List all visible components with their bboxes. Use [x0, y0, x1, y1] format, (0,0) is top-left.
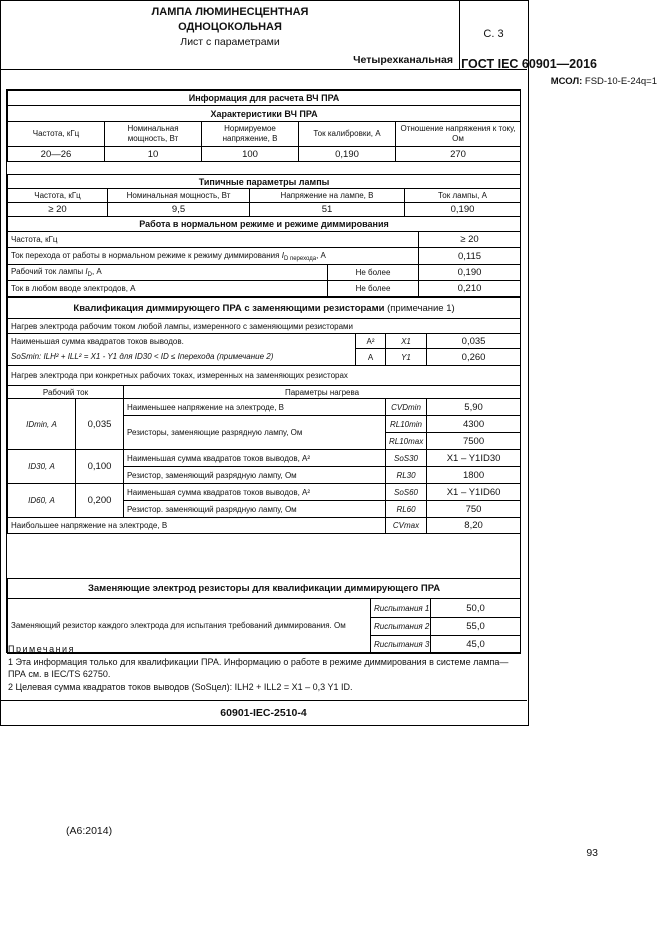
param-symbol: CVmax — [386, 518, 427, 534]
param-symbol: RL60 — [386, 501, 427, 518]
condition: Не более — [328, 281, 419, 297]
param-symbol: RL10max — [386, 433, 427, 450]
param-label: Резистор. заменяющий разрядную лампу, Ом — [124, 501, 386, 518]
param-value: 5,90 — [427, 399, 521, 416]
current-value: 0,035 — [76, 399, 124, 450]
param-symbol: CVDmin — [386, 399, 427, 416]
cell-value: 20—26 — [8, 147, 105, 162]
param-value: 750 — [427, 501, 521, 518]
row-label-text: Ток перехода от работы в нормальном режиме к режиму диммирования — [11, 250, 280, 260]
param-symbol: RL10min — [386, 416, 427, 433]
sheet-page: С. 3 — [483, 28, 504, 40]
operation-title: Работа в нормальном режиме и режиме диммирования — [8, 217, 521, 232]
current-label: ID30, А — [8, 450, 76, 484]
cell-value: ≥ 20 — [419, 232, 521, 248]
cell-value: 0,260 — [427, 349, 521, 366]
heat-row-2: Нагрев электрода при конкретных рабочих токах, измеренных на заменяющих резисторах — [8, 366, 521, 386]
parameters-table — [6, 89, 521, 653]
hf-ballast-subtitle: Характеристики ВЧ ПРА — [8, 106, 521, 122]
param-value: 4300 — [427, 416, 521, 433]
param-symbol: Rиспытания 3 — [371, 636, 431, 654]
sheet-title-block — [0, 0, 460, 69]
col-header: Ток лампы, А — [405, 189, 521, 203]
param-value: 50,0 — [431, 599, 521, 618]
unit: А² — [356, 334, 386, 349]
symbol: I — [85, 267, 88, 276]
note-2: 2 Целевая сумма квадратов токов выводов (SoSцел): ILH2 + ILL2 = X1 – 0,3 Y1 ID. — [8, 681, 353, 692]
title-line-1: ЛАМПА ЛЮМИНЕСЦЕНТНАЯ — [151, 6, 309, 18]
hf-ballast-table — [7, 90, 521, 162]
msol-value: FSD-10-E-24q=1 — [584, 76, 657, 87]
test-resistors-label: Заменяющий резистор каждого электрода для испытания требований диммирования. Ом — [8, 599, 371, 654]
row-label — [8, 248, 419, 265]
param-value: 7500 — [427, 433, 521, 450]
cell-value: 10 — [105, 147, 202, 162]
cell-value: 100 — [202, 147, 299, 162]
current-value: 0,200 — [76, 484, 124, 518]
col-header: Частота, кГц — [8, 122, 105, 147]
heat-row-1: Нагрев электрода рабочим током любой лампы, измеренного с заменяющими резисторами — [8, 319, 521, 334]
sheet-code: 60901-IEC-2510-4 — [220, 707, 307, 719]
msol-code — [551, 76, 657, 87]
notes-heading: Примечания — [8, 644, 75, 654]
col-header: Отношение напряжения к току, Ом — [396, 122, 521, 147]
sheet-header — [0, 0, 527, 70]
symbol-y1: Y1 — [401, 352, 411, 362]
unit: , А — [91, 267, 102, 276]
row-label: Частота, кГц — [8, 232, 419, 248]
cell-value: 9,5 — [108, 203, 250, 217]
col-header: Ток калибровки, А — [299, 122, 396, 147]
sos-formula: SoSmin: ILH² + ILL² = X1 - Y1 для ID30 < ID ≤ Iперехода (примечание 2) — [8, 349, 356, 366]
cell-value: ≥ 20 — [8, 203, 108, 217]
cell-value: 0,190 — [419, 265, 521, 281]
cell-value: 0,210 — [419, 281, 521, 297]
cell-value: 0,190 — [405, 203, 521, 217]
param-label: Резистор, заменяющий разрядную лампу, Ом — [124, 467, 386, 484]
note-1: 1 Эта информация только для квалификации ПРА. Информацию о работе в режиме диммирования в системе лампа—ПРА см. в IEC/TS 62750. — [8, 656, 509, 679]
col-header: Номинальная мощность, Вт — [108, 189, 250, 203]
col-header: Номинальная мощность, Вт — [105, 122, 202, 147]
note-ref: (примечание 1) — [387, 302, 455, 314]
col-header: Напряжение на лампе, В — [250, 189, 405, 203]
symbol-sub: D перехода — [283, 255, 317, 262]
page-number: 93 — [586, 847, 598, 859]
sos-label: Наименьшая сумма квадратов токов выводов. — [8, 334, 356, 349]
cell-value: 0,115 — [419, 248, 521, 265]
cell-value: 0,190 — [299, 147, 396, 162]
current-label: ID60, А — [8, 484, 76, 518]
row-label-text: Рабочий ток лампы — [11, 267, 84, 276]
lamp-params-title: Типичные параметры лампы — [8, 175, 521, 189]
symbol — [386, 334, 427, 349]
param-label: Наименьшее напряжение на электроде, В — [124, 399, 386, 416]
param-symbol: SoS60 — [386, 484, 427, 501]
param-value: 55,0 — [431, 618, 521, 636]
hf-ballast-title: Информация для расчета ВЧ ПРА — [8, 91, 521, 106]
symbol-sub: D — [87, 272, 92, 278]
msol-label: МСОЛ: — [550, 76, 583, 87]
symbol: I — [281, 250, 284, 260]
param-label: Наименьшая сумма квадратов токов выводов, А² — [124, 450, 386, 467]
param-label: Резисторы, заменяющие разрядную лампу, Ом — [124, 416, 386, 450]
param-symbol: Rиспытания 1 — [371, 599, 431, 618]
standard-number: ГОСТ IEC 60901—2016 — [461, 57, 597, 71]
current-value: 0,100 — [76, 450, 124, 484]
row-label: Ток в любом вводе электродов, А — [8, 281, 328, 297]
notes — [8, 643, 523, 693]
lamp-params-table — [7, 174, 521, 217]
max-voltage-label: Наибольшее напряжение на электроде, В — [8, 518, 386, 534]
title-line-2: ОДНОЦОКОЛЬНАЯ — [178, 21, 282, 33]
dimming-qual-table — [7, 297, 521, 534]
dimming-qual-title-text: Квалификация диммирующего ПРА с заменяющими резисторами — [73, 302, 385, 314]
param-value: 1800 — [427, 467, 521, 484]
unit: А — [356, 349, 386, 366]
current-label: IDmin, А — [8, 399, 76, 450]
test-resistors-title: Заменяющие электрод резисторы для квалификации диммирующего ПРА — [8, 579, 521, 599]
symbol-x1: X1 — [401, 336, 411, 346]
amendment: (А6:2014) — [66, 825, 113, 837]
param-symbol: Rиспытания 2 — [371, 618, 431, 636]
dimming-qual-title — [8, 298, 521, 319]
footer-divider — [0, 700, 527, 701]
condition: Не более — [328, 265, 419, 281]
cell-value: 0,035 — [427, 334, 521, 349]
param-symbol: SoS30 — [386, 450, 427, 467]
col-header: Нормируемое напряжение, В — [202, 122, 299, 147]
cell-value: 270 — [396, 147, 521, 162]
param-label: Наименьшая сумма квадратов токов выводов, А² — [124, 484, 386, 501]
param-value: 45,0 — [431, 636, 521, 654]
param-value: 8,20 — [427, 518, 521, 534]
param-value: X1 – Y1ID60 — [427, 484, 521, 501]
cell-value: 51 — [250, 203, 405, 217]
unit: , А — [316, 250, 326, 260]
col-header: Рабочий ток — [8, 386, 124, 399]
row-label — [8, 265, 328, 281]
param-symbol: RL30 — [386, 467, 427, 484]
col-header: Параметры нагрева — [124, 386, 521, 399]
title-line-3: Лист с параметрами — [180, 36, 280, 48]
col-header: Частота, кГц — [8, 189, 108, 203]
symbol — [386, 349, 427, 366]
param-value: X1 – Y1ID30 — [427, 450, 521, 467]
channel-type: Четырехканальная — [353, 54, 453, 66]
operation-table — [7, 216, 521, 297]
